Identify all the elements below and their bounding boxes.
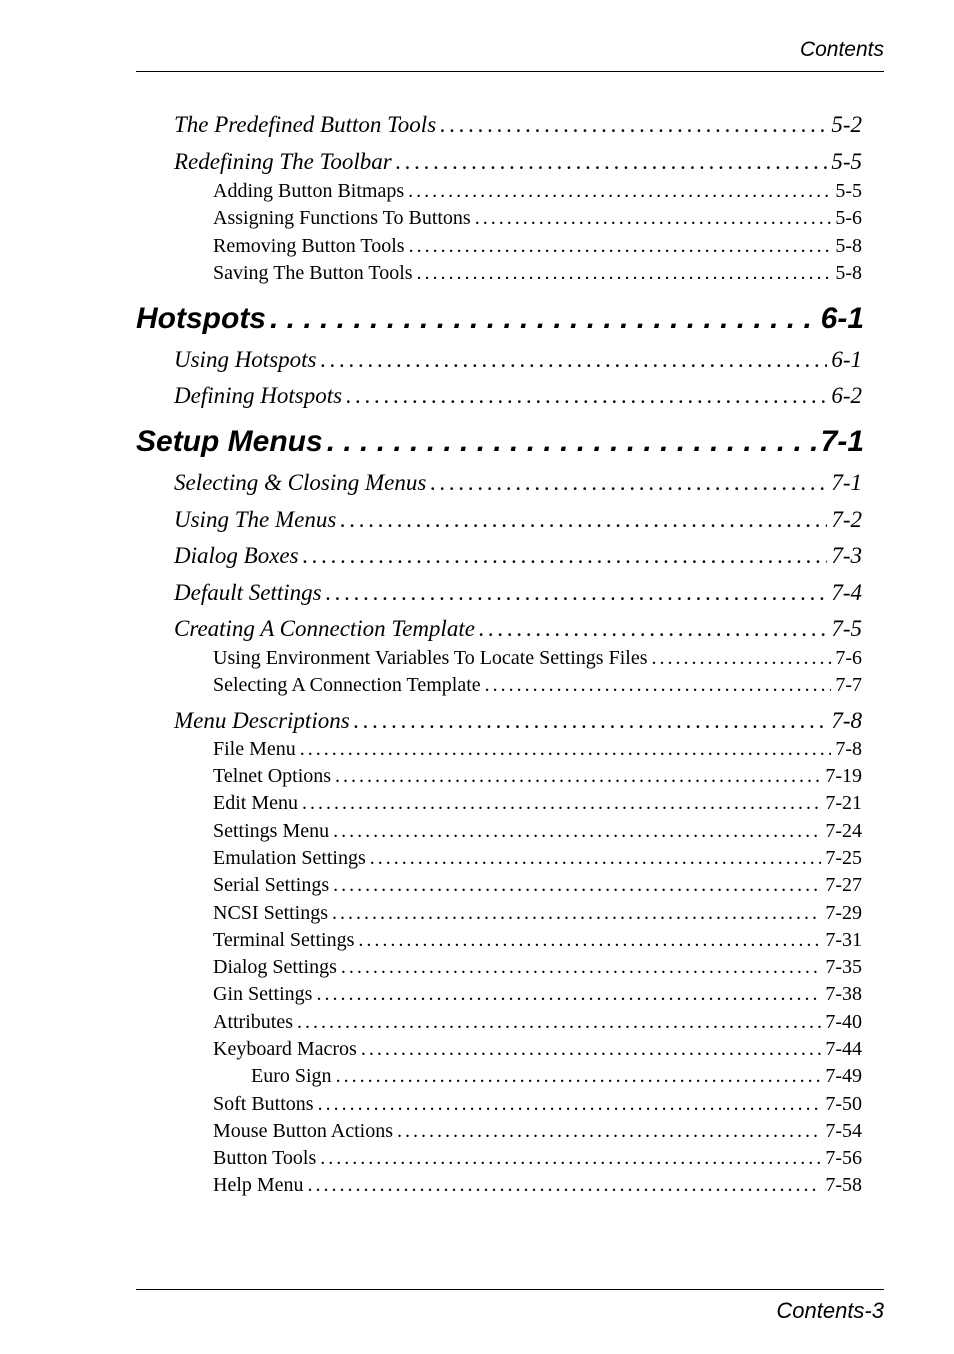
toc-entry-title: NCSI Settings (213, 902, 329, 924)
toc-entry-page: 7-44 (825, 1038, 862, 1060)
dot-leader (440, 112, 827, 138)
toc-entry[interactable] (213, 983, 862, 1006)
toc-entry-page: 7-49 (825, 1065, 862, 1087)
toc-entry-page: 7-4 (831, 580, 862, 605)
toc-entry[interactable] (213, 1038, 862, 1061)
toc-entry-title: Help Menu (213, 1174, 304, 1196)
toc-entry-page: 7-56 (825, 1147, 862, 1169)
toc-entry-title: File Menu (213, 738, 296, 760)
toc-entry-page: 6-1 (820, 302, 864, 335)
toc-entry[interactable] (213, 1093, 862, 1116)
dot-leader (361, 1038, 821, 1061)
toc-entry-page: 7-2 (831, 507, 862, 532)
toc-entry-title: Using Hotspots (174, 347, 317, 372)
toc-entry-page: 7-54 (825, 1120, 862, 1142)
toc-entry-title: Selecting & Closing Menus (174, 470, 427, 495)
toc-entry-page: 7-8 (831, 708, 862, 733)
toc-entry[interactable] (213, 847, 862, 870)
dot-leader (297, 1011, 821, 1034)
toc-entry-page: 7-6 (835, 647, 862, 669)
toc-entry-page: 7-25 (825, 847, 862, 869)
toc-entry-page: 5-8 (835, 235, 862, 257)
toc-entry-page: 7-24 (825, 820, 862, 842)
dot-leader (475, 207, 832, 230)
toc-entry-page: 7-40 (825, 1011, 862, 1033)
toc-entry-title: Setup Menus (136, 425, 323, 458)
dot-leader (397, 1120, 821, 1143)
dot-leader (320, 1147, 821, 1170)
toc-entry-page: 7-58 (825, 1174, 862, 1196)
toc-entry-title: Default Settings (174, 580, 322, 605)
dot-leader (358, 929, 821, 952)
page-number: Contents-3 (776, 1298, 884, 1323)
dot-leader (303, 543, 828, 569)
toc-entry-page: 7-1 (820, 425, 864, 458)
toc-entry-page: 5-6 (835, 207, 862, 229)
toc-entry-page: 7-1 (831, 470, 862, 495)
dot-leader (408, 180, 831, 203)
toc-entry-title: Redefining The Toolbar (174, 149, 392, 174)
dot-leader (370, 847, 822, 870)
toc-entry-title: Hotspots (136, 302, 266, 335)
toc-entry[interactable] (213, 956, 862, 979)
dot-leader (336, 1065, 822, 1088)
toc-entry-title: Assigning Functions To Buttons (213, 207, 471, 229)
dot-leader (341, 956, 821, 979)
dot-leader (479, 616, 827, 642)
dot-leader (270, 302, 817, 336)
toc-entry-title: Euro Sign (251, 1065, 332, 1087)
dot-leader (326, 580, 828, 606)
toc-entry-title: Saving The Button Tools (213, 262, 413, 284)
toc-entry-title: Edit Menu (213, 792, 298, 814)
toc-entry-page: 5-5 (831, 149, 862, 174)
dot-leader (396, 149, 828, 175)
toc-entry[interactable] (136, 425, 864, 459)
toc-entry-page: 7-8 (835, 738, 862, 760)
toc-entry-title: Gin Settings (213, 983, 313, 1005)
dot-leader (485, 674, 832, 697)
toc-entry-title: Button Tools (213, 1147, 317, 1169)
toc-entry-page: 7-19 (825, 765, 862, 787)
dot-leader (308, 1174, 822, 1197)
toc-entry[interactable] (213, 235, 862, 258)
toc-entry-page: 7-29 (825, 902, 862, 924)
toc-entry-title: Serial Settings (213, 874, 330, 896)
dot-leader (300, 738, 832, 761)
dot-leader (340, 507, 827, 533)
toc-entry[interactable] (213, 207, 862, 230)
toc-entry[interactable] (213, 180, 862, 203)
toc-entry-page: 7-7 (835, 674, 862, 696)
running-header: Contents (799, 38, 884, 61)
dot-leader (651, 647, 831, 670)
dot-leader (417, 262, 832, 285)
toc-entry[interactable] (213, 792, 862, 815)
toc-entry[interactable] (213, 874, 862, 897)
toc-entry[interactable] (174, 383, 862, 409)
toc-entry[interactable] (213, 1011, 862, 1034)
toc-entry-page: 7-31 (825, 929, 862, 951)
dot-leader (333, 820, 821, 843)
dot-leader (354, 708, 828, 734)
toc-entry-title: Keyboard Macros (213, 1038, 357, 1060)
toc-entry[interactable] (213, 820, 862, 843)
toc-entry[interactable] (251, 1065, 862, 1088)
toc-entry-page: 7-27 (825, 874, 862, 896)
toc-entry-title: Terminal Settings (213, 929, 355, 951)
dot-leader (409, 235, 832, 258)
toc-entry[interactable] (174, 507, 862, 533)
dot-leader (321, 347, 828, 373)
toc-entry[interactable] (213, 674, 862, 697)
toc-entry-title: Menu Descriptions (174, 708, 350, 733)
toc-entry[interactable] (213, 262, 862, 285)
toc-entry[interactable] (174, 616, 862, 642)
toc-entry[interactable] (213, 1174, 862, 1197)
toc-entry[interactable] (174, 112, 862, 138)
toc-entry-page: 7-21 (825, 792, 862, 814)
toc-entry[interactable] (174, 580, 862, 606)
toc-entry-page: 5-2 (831, 112, 862, 137)
toc-entry-title: The Predefined Button Tools (174, 112, 437, 137)
dot-leader (318, 1093, 822, 1116)
toc-entry-title: Using The Menus (174, 507, 337, 532)
toc-entry[interactable] (213, 902, 862, 925)
toc-entry-page: 7-35 (825, 956, 862, 978)
dot-leader (316, 983, 821, 1006)
dot-leader (335, 765, 821, 788)
toc-entry-title: Soft Buttons (213, 1093, 314, 1115)
toc-entry[interactable] (174, 708, 862, 734)
toc-entry-title: Adding Button Bitmaps (213, 180, 405, 202)
toc-entry-title: Emulation Settings (213, 847, 366, 869)
toc-entry[interactable] (174, 543, 862, 569)
toc-entry[interactable] (213, 929, 862, 952)
dot-leader (430, 470, 827, 496)
dot-leader (346, 383, 827, 409)
toc-entry-page: 6-2 (831, 383, 862, 408)
toc-entry-page: 7-38 (825, 983, 862, 1005)
toc-entry[interactable] (174, 347, 862, 373)
toc-entry[interactable] (136, 302, 864, 336)
toc-entry-title: Removing Button Tools (213, 235, 405, 257)
toc-entry-title: Mouse Button Actions (213, 1120, 394, 1142)
toc-entry-page: 5-8 (835, 262, 862, 284)
toc-entry-page: 5-5 (835, 180, 862, 202)
toc-entry-title: Creating A Connection Template (174, 616, 475, 641)
footer-rule (136, 1289, 884, 1290)
dot-leader (302, 792, 821, 815)
toc-entry-page: 6-1 (831, 347, 862, 372)
toc-entry[interactable] (213, 1120, 862, 1143)
toc-entry-title: Using Environment Variables To Locate Settings Files (213, 647, 648, 669)
toc-entry-title: Attributes (213, 1011, 293, 1033)
toc-entry[interactable] (174, 149, 862, 175)
toc-entry-title: Settings Menu (213, 820, 330, 842)
toc-entry-page: 7-50 (825, 1093, 862, 1115)
toc-entry[interactable] (213, 1147, 862, 1170)
toc-entry-page: 7-3 (831, 543, 862, 568)
dot-leader (327, 425, 817, 459)
toc-entry[interactable] (213, 738, 862, 761)
toc-entry-title: Telnet Options (213, 765, 332, 787)
dot-leader (332, 902, 821, 925)
toc-entry[interactable] (213, 765, 862, 788)
toc-entry-title: Defining Hotspots (174, 383, 343, 408)
toc-entry-page: 7-5 (831, 616, 862, 641)
toc-entry-title: Dialog Boxes (174, 543, 299, 568)
toc-entry[interactable] (174, 470, 862, 496)
toc-entry-title: Dialog Settings (213, 956, 337, 978)
toc-entry[interactable] (213, 647, 862, 670)
dot-leader (333, 874, 821, 897)
toc-entry-title: Selecting A Connection Template (213, 674, 481, 696)
